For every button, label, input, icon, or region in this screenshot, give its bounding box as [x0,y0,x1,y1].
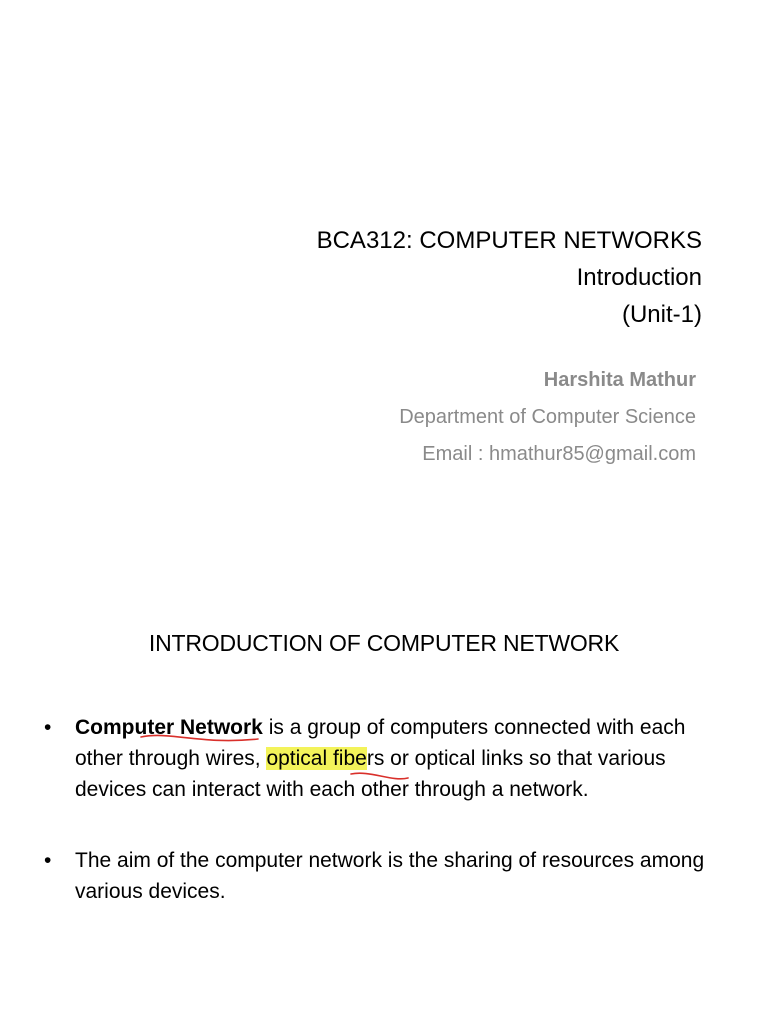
course-title: BCA312: COMPUTER NETWORKS [316,227,702,254]
content-slide [0,512,768,1024]
email-text: Email : hmathur85@gmail.com [422,443,696,465]
author-info [399,362,696,473]
bullet-marker: • [44,849,52,872]
bullet-text: The aim of the computer network is the sharing of resources among various devices. [75,849,705,903]
bullet-text-continued: rs or optical links so that various devices can interact with each other through a network. [75,747,666,801]
content-slide-title: INTRODUCTION OF COMPUTER NETWORK [148,630,620,656]
slide-title [317,222,702,333]
author-name: Harshita Mathur [543,369,696,391]
bullet-text: is a group of computers connected with each other through wires, [75,716,686,770]
defined-term: Computer Network [75,716,263,739]
lecture-title: Introduction [576,264,702,291]
bullet-marker: • [44,716,52,739]
bullet-item [44,845,734,907]
bullet-list [44,712,734,907]
bullet-item [44,712,734,805]
highlighted-text: optical fibe [266,747,367,770]
unit-label: (Unit-1) [621,301,702,328]
department-text: Department of Computer Science [399,406,696,428]
